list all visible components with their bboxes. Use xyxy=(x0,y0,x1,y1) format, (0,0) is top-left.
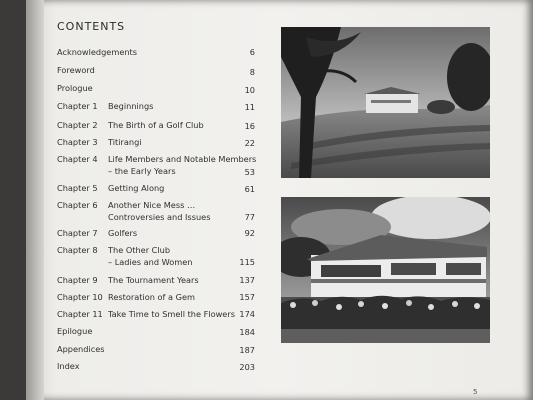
clubhouse-crowd-photo xyxy=(281,197,490,343)
toc-page: 187 xyxy=(239,345,255,355)
chapter-number: Chapter 4 xyxy=(57,154,98,164)
chapter-number: Chapter 11 xyxy=(57,309,103,319)
toc-title: Appendices xyxy=(57,344,105,354)
toc-title-line2: Controversies and Issues xyxy=(108,212,211,222)
chapter-number: Chapter 7 xyxy=(57,228,98,238)
page-number: 5 xyxy=(473,388,478,396)
toc-title: Acknowledgements xyxy=(57,47,138,57)
chapter-number: Chapter 9 xyxy=(57,275,98,285)
toc-page: 11 xyxy=(244,102,255,112)
toc-title: Another Nice Mess … xyxy=(108,200,196,210)
toc-page: 10 xyxy=(244,85,255,95)
chapter-number: Chapter 1 xyxy=(57,101,98,111)
toc-page: 92 xyxy=(244,228,255,238)
toc-title: Foreword xyxy=(57,65,95,75)
clubhouse-hill-photo xyxy=(281,27,490,178)
contents-heading: CONTENTS xyxy=(57,20,126,33)
toc-title: Take Time to Smell the Flowers xyxy=(108,309,235,319)
chapter-number: Chapter 5 xyxy=(57,183,98,193)
toc-page: 8 xyxy=(249,67,255,77)
toc-title: Epilogue xyxy=(57,326,93,336)
toc-page: 77 xyxy=(244,212,255,222)
chapter-number: Chapter 10 xyxy=(57,292,103,302)
chapter-number: Chapter 6 xyxy=(57,200,98,210)
toc-title: The Tournament Years xyxy=(108,275,199,285)
toc-page: 184 xyxy=(239,327,255,337)
chapter-number: Chapter 8 xyxy=(57,245,98,255)
toc-page: 61 xyxy=(244,184,255,194)
book-gutter xyxy=(26,0,44,400)
toc-page: 203 xyxy=(239,362,255,372)
toc-title: Index xyxy=(57,361,80,371)
toc-title-line2: – the Early Years xyxy=(108,166,176,176)
toc-page: 115 xyxy=(239,257,255,267)
toc-title: Life Members and Notable Members xyxy=(108,154,257,164)
toc-page: 174 xyxy=(239,309,255,319)
toc-title: Getting Along xyxy=(108,183,165,193)
toc-page: 16 xyxy=(244,121,255,131)
toc-title: Titirangi xyxy=(108,137,142,147)
toc-page: 137 xyxy=(239,275,255,285)
toc-title: The Other Club xyxy=(108,245,171,255)
toc-title: Golfers xyxy=(108,228,138,238)
chapter-number: Chapter 3 xyxy=(57,137,98,147)
toc-page: 157 xyxy=(239,292,255,302)
toc-title: Prologue xyxy=(57,83,93,93)
toc-page: 6 xyxy=(249,47,255,57)
toc-title: The Birth of a Golf Club xyxy=(108,120,204,130)
toc-title: Beginnings xyxy=(108,101,154,111)
toc-title: Restoration of a Gem xyxy=(108,292,195,302)
toc-page: 22 xyxy=(244,138,255,148)
toc-page: 53 xyxy=(244,167,255,177)
toc-title-line2: – Ladies and Women xyxy=(108,257,193,267)
chapter-number: Chapter 2 xyxy=(57,120,98,130)
